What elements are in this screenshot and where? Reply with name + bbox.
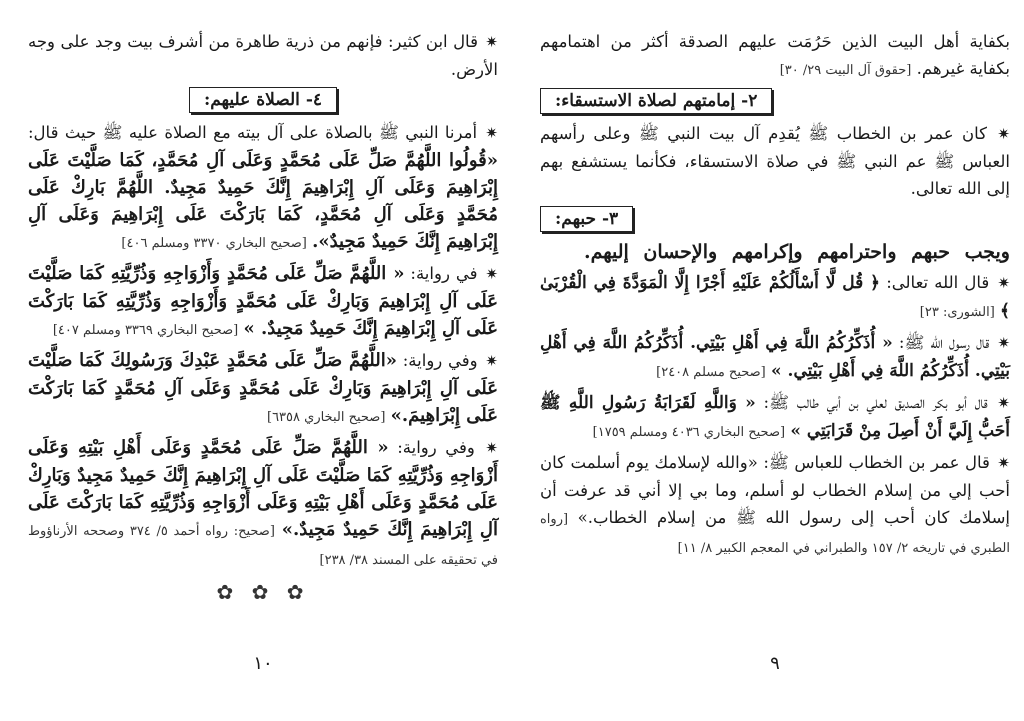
star-bullet-icon: ✷ — [485, 439, 498, 457]
reference: [صحيح البخاري ٣٣٧٠ ومسلم ٤٠٦] — [121, 236, 307, 251]
quran-verse: ﴿ قُل لَّا أَسْأَلُكُمْ عَلَيْهِ أَجْرًا إِلَّا الْمَوَدَّةَ فِي الْقُرْبَىٰ ﴾ — [540, 273, 1010, 321]
star-bullet-icon: ✷ — [997, 125, 1010, 143]
star-bullet-icon: ✷ — [485, 352, 498, 370]
paragraph-emphasis: ويجب حبهم واحترامهم وإكرامهم والإحسان إليهم. — [583, 241, 1010, 263]
star-bullet-icon: ✷ — [485, 265, 499, 283]
hadith-quote: «قُولُوا اللَّهُمَّ صَلِّ عَلَى مُحَمَّدٍ وَعَلَى آلِ مُحَمَّدٍ، كَمَا صَلَّيْتَ عَلَى إِبْرَاهِيمَ وَعَلَى آلِ إِبْرَاهِيمَ إِنَّكَ حَمِيدٌ مَجِيدٌ. اللَّهُمَّ بَارِكْ عَلَى مُحَمَّدٍ وَعَلَى آلِ مُحَمَّدٍ، كَمَا بَارَكْتَ عَلَى إِبْرَاهِيمَ وَعَلَى آلِ إِبْرَاهِيمَ إِنَّكَ حَمِيدٌ مَجِيدٌ». — [28, 150, 498, 252]
reference: [رواه الطبري في تاريخه ٢/ ١٥٧ والطبراني في المعجم الكبير ٨/ ١١] — [540, 512, 1010, 556]
star-bullet-icon: ✷ — [997, 334, 1011, 352]
star-bullet-icon: ✷ — [485, 124, 498, 142]
hadith-quote: « اللَّهُمَّ صَلِّ عَلَى مُحَمَّدٍ وَعَلَى أَهْلِ بَيْتِهِ وَعَلَى أَزْوَاجِهِ وَذُرِّيَّتِهِ كَمَا صَلَّيْتَ عَلَى آلِ إِبْرَاهِيمَ إِنَّكَ حَمِيدٌ مَجِيدٌ وَبَارِكْ عَلَى مُحَمَّدٍ وَعَلَى أَهْلِ بَيْتِهِ وَعَلَى أَزْوَاجِهِ وَذُرِّيَّتِهِ كَمَا بَارَكْتَ عَلَى آلِ إِبْرَاهِيمَ إِنَّكَ حَمِيدٌ مَجِيدٌ.» — [28, 437, 499, 540]
paragraph: ✷ قال رسول الله ﷺ: « أُذَكِّرُكُمُ اللَّهَ فِي أَهْلِ بَيْتِي. أُذَكِّرُكُمُ اللَّهَ فِي أَهْلِ بَيْتِي. أُذَكِّرُكُمُ اللَّهَ فِي أَهْلِ بَيْتِي. » [صحيح مسلم ٢٤٠٨] — [540, 329, 1010, 386]
reference: [حقوق آل البيت ٢٩/ ٣٠] — [779, 63, 912, 78]
page-number: ٩ — [770, 653, 780, 674]
paragraph: ✷ وفي رواية: « اللَّهُمَّ صَلِّ عَلَى مُحَمَّدٍ وَعَلَى أَهْلِ بَيْتِهِ وَعَلَى أَزْوَاجِهِ وَذُرِّيَّتِهِ كَمَا صَلَّيْتَ عَلَى آلِ إِبْرَاهِيمَ إِنَّكَ حَمِيدٌ مَجِيدٌ وَبَارِكْ عَلَى مُحَمَّدٍ وَعَلَى أَهْلِ بَيْتِهِ وَعَلَى أَزْوَاجِهِ وَذُرِّيَّتِهِ كَمَا بَارَكْتَ عَلَى آلِ إِبْرَاهِيمَ إِنَّكَ حَمِيدٌ مَجِيدٌ.» [صحيح: رواه أحمد ٥/ ٣٧٤ وصححه الأرناؤوط في تحقيقه على المسند ٣٨/ ٢٣٨] — [28, 437, 499, 568]
hadith-quote: « أُذَكِّرُكُمُ اللَّهَ فِي أَهْلِ بَيْتِي. أُذَكِّرُكُمُ اللَّهَ فِي أَهْلِ بَيْتِي. أُذَكِّرُكُمُ اللَّهَ فِي أَهْلِ بَيْتِي. » — [540, 333, 1010, 381]
paragraph: ✷ قال أبو بكر الصديق لعلي بن أبي طالب ﷺ: « وَاللَّهِ لَقَرَابَةُ رَسُولِ اللَّهِ ﷺ أَحَبُّ إِلَيَّ أَنْ أَصِلَ مِنْ قَرَابَتِي » [صحيح البخاري ٤٠٣٦ ومسلم ١٧٥٩] — [540, 389, 1010, 446]
paragraph: ✷ وفي رواية: «اللَّهُمَّ صَلِّ عَلَى مُحَمَّدٍ عَبْدِكَ وَرَسُولِكَ كَمَا صَلَّيْتَ عَلَى آلِ إِبْرَاهِيمَ وَبَارِكْ عَلَى مُحَمَّدٍ وَعَلَى آلِ مُحَمَّدٍ كَمَا بَارَكْتَ عَلَى إِبْرَاهِيمَ.» [صحيح البخاري ٦٣٥٨] — [28, 350, 498, 426]
paragraph: ✷ قال عمر بن الخطاب للعباس ﷺ: «والله لإسلامك يوم أسلمت كان أحب إلي من إسلام الخطاب لو أسلم، وما بي إلا أني قد عرفت أن إسلامك كان أحب إلى رسول الله ﷺ من إسلام الخطاب.» [رواه الطبري في تاريخه ٢/ ١٥٧ والطبراني في المعجم الكبير ٨/ ١١] — [540, 449, 1010, 562]
section-heading-4: ٤- الصلاة عليهم: — [189, 87, 337, 113]
reference: [صحيح البخاري ٤٠٣٦ ومسلم ١٧٥٩] — [592, 425, 786, 440]
star-bullet-icon: ✷ — [997, 454, 1010, 472]
hadith-quote: « اللَّهُمَّ صَلِّ عَلَى مُحَمَّدٍ وَأَزْوَاجِهِ وَذُرِّيَّتِهِ كَمَا صَلَّيْتَ عَلَى آلِ إِبْرَاهِيمَ وَبَارِكْ عَلَى مُحَمَّدٍ وَأَزْوَاجِهِ وَذُرِّيَّتِهِ كَمَا بَارَكْتَ عَلَى آلِ إِبْرَاهِيمَ إِنَّكَ حَمِيدٌ مَجِيدٌ. » — [28, 263, 498, 339]
star-bullet-icon: ✷ — [485, 33, 498, 51]
flower-ornament-icon: ✿ ✿ ✿ — [216, 580, 310, 604]
star-bullet-icon: ✷ — [997, 274, 1011, 292]
paragraph: بكفاية أهل البيت الذين حَرُمَت عليهم الصدقة أكثر من اهتمامهم بكفاية غيرهم. [حقوق آل البيت ٢٩/ ٣٠] — [540, 32, 1010, 78]
reference: [صحيح: رواه أحمد ٥/ ٣٧٤ وصححه الأرناؤوط في تحقيقه على المسند ٣٨/ ٢٣٨] — [28, 524, 498, 568]
reference: [صحيح البخاري ٦٣٥٨] — [267, 410, 386, 425]
section-heading-2: ٢- إمامتهم لصلاة الاستسقاء: — [540, 88, 772, 114]
paragraph: ✷ كان عمر بن الخطاب ﷺ يُقدِم آل بيت النبي ﷺ وعلى رأسهم العباس ﷺ عم النبي ﷺ في صلاة الاستسقاء، فكأنما يستشفع بهم إلى الله تعالى. — [540, 120, 1010, 202]
page-9 — [540, 28, 1010, 678]
paragraph: ✷ قال ابن كثير: فإنهم من ذرية طاهرة من أشرف بيت وجد على وجه الأرض. — [28, 28, 498, 83]
reference: [الشورى: ٢٣] — [919, 305, 995, 320]
reference: [صحيح مسلم ٢٤٠٨] — [656, 365, 766, 380]
section-heading-3: ٣- حبهم: — [540, 206, 633, 232]
star-bullet-icon: ✷ — [997, 394, 1010, 412]
hadith-quote: « وَاللَّهِ لَقَرَابَةُ رَسُولِ اللَّهِ ﷺ أَحَبُّ إِلَيَّ أَنْ أَصِلَ مِنْ قَرَابَتِي » — [540, 393, 1010, 441]
paragraph: ✷ في رواية: « اللَّهُمَّ صَلِّ عَلَى مُحَمَّدٍ وَأَزْوَاجِهِ وَذُرِّيَّتِهِ كَمَا صَلَّيْتَ عَلَى آلِ إِبْرَاهِيمَ وَبَارِكْ عَلَى مُحَمَّدٍ وَأَزْوَاجِهِ وَذُرِّيَّتِهِ كَمَا بَارَكْتَ عَلَى آلِ إِبْرَاهِيمَ إِنَّكَ حَمِيدٌ مَجِيدٌ. » [صحيح البخاري ٣٣٦٩ ومسلم ٤٠٧] — [28, 263, 499, 339]
paragraph: ✷ قال الله تعالى: ﴿ قُل لَّا أَسْأَلُكُمْ عَلَيْهِ أَجْرًا إِلَّا الْمَوَدَّةَ فِي الْقُرْبَىٰ ﴾ [الشورى: ٢٣] — [540, 269, 1010, 326]
reference: [صحيح البخاري ٣٣٦٩ ومسلم ٤٠٧] — [52, 323, 239, 338]
hadith-quote: «اللَّهُمَّ صَلِّ عَلَى مُحَمَّدٍ عَبْدِكَ وَرَسُولِكَ كَمَا صَلَّيْتَ عَلَى آلِ إِبْرَاهِيمَ وَبَارِكْ عَلَى مُحَمَّدٍ وَعَلَى آلِ مُحَمَّدٍ كَمَا بَارَكْتَ عَلَى إِبْرَاهِيمَ.» — [28, 350, 498, 426]
page-10 — [28, 28, 498, 678]
page-number: ١٠ — [253, 653, 273, 674]
paragraph: ✷ أمرنا النبي ﷺ بالصلاة على آل بيته مع الصلاة عليه ﷺ حيث قال: «قُولُوا اللَّهُمَّ صَلِّ عَلَى مُحَمَّدٍ وَعَلَى آلِ مُحَمَّدٍ، كَمَا صَلَّيْتَ عَلَى إِبْرَاهِيمَ وَعَلَى آلِ إِبْرَاهِيمَ إِنَّكَ حَمِيدٌ مَجِيدٌ. اللَّهُمَّ بَارِكْ عَلَى مُحَمَّدٍ وَعَلَى آلِ مُحَمَّدٍ، كَمَا بَارَكْتَ عَلَى إِبْرَاهِيمَ وَعَلَى آلِ إِبْرَاهِيمَ إِنَّكَ حَمِيدٌ مَجِيدٌ». [صحيح البخاري ٣٣٧٠ ومسلم ٤٠٦] — [28, 119, 498, 257]
